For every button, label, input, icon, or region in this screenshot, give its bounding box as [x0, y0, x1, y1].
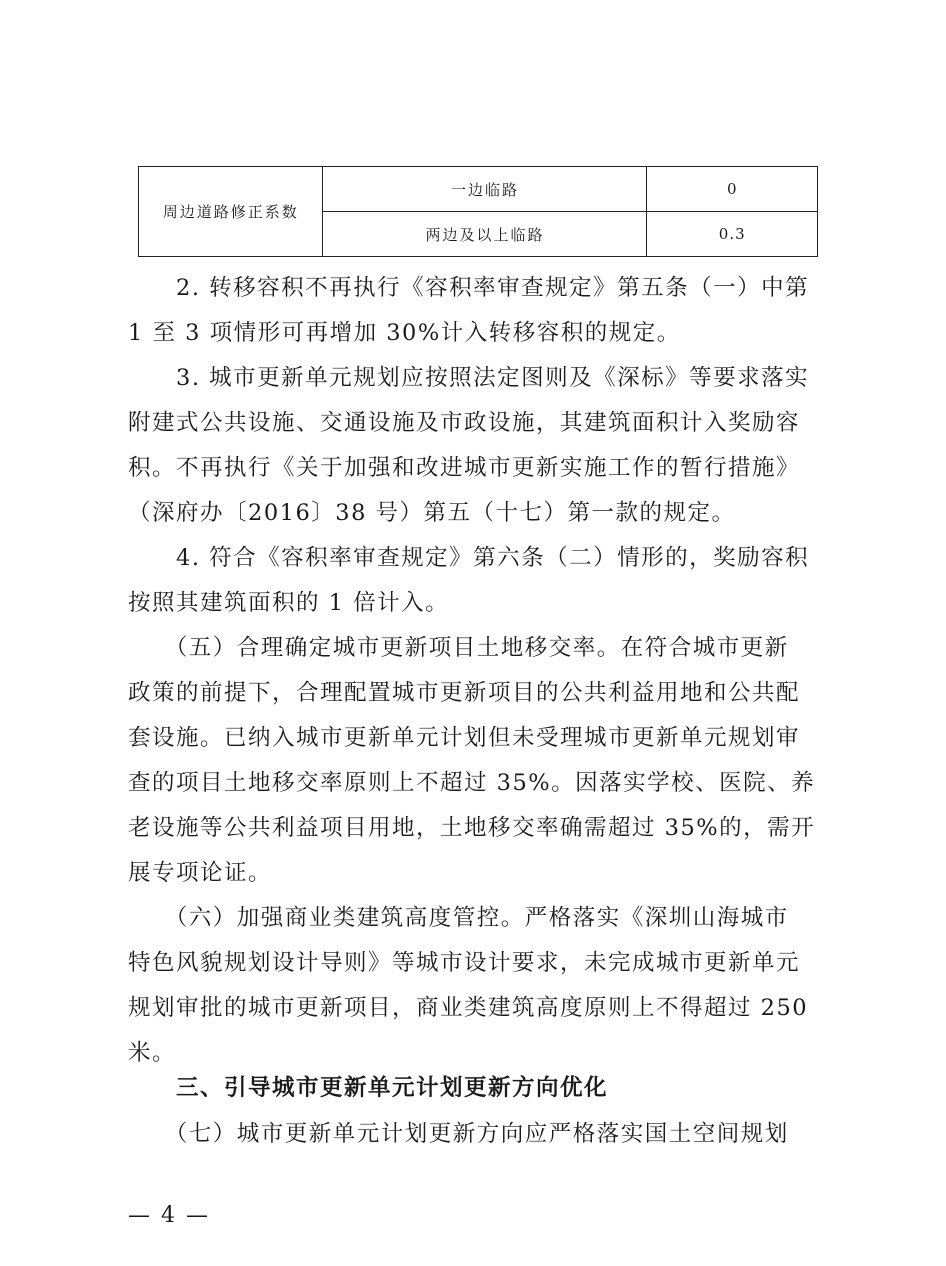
- paragraph-line: 套设施。已纳入城市更新单元计划但未受理城市更新单元规划审: [128, 725, 801, 751]
- paragraph-line: 附建式公共设施、交通设施及市政设施，其建筑面积计入奖励容: [128, 410, 801, 436]
- paragraph-line: 按照其建筑面积的 1 倍计入。: [128, 590, 450, 616]
- paragraph-line: 米。: [128, 1040, 177, 1066]
- paragraph-line: （五）合理确定城市更新项目土地移交率。在符合城市更新: [128, 635, 789, 661]
- paragraph-7: [128, 1112, 828, 1157]
- paragraph-line: 展专项论证。: [128, 860, 273, 886]
- paragraph-line: 3. 城市更新单元规划应按照法定图则及《深标》等要求落实: [128, 365, 810, 391]
- road-coefficient-table: [138, 166, 818, 257]
- paragraph-line: 2. 转移容积不再执行《容积率审查规定》第五条（一）中第: [128, 275, 810, 301]
- condition-cell: 一边临路: [323, 167, 647, 212]
- value-cell: 0.3: [647, 212, 818, 257]
- paragraph-2: [128, 266, 828, 356]
- paragraph-line: （六）加强商业类建筑高度管控。严格落实《深圳山海城市: [128, 905, 789, 931]
- paragraph-line: （深府办〔2016〕38 号）第五（十七）第一款的规定。: [128, 500, 736, 526]
- paragraph-line: 查的项目土地移交率原则上不超过 35%。因落实学校、医院、养: [128, 770, 816, 796]
- paragraph-line: 1 至 3 项情形可再增加 30%计入转移容积的规定。: [128, 320, 681, 346]
- row-label-cell: 周边道路修正系数: [139, 167, 323, 257]
- paragraph-line: 特色风貌规划设计导则》等城市设计要求，未完成城市更新单元: [128, 950, 801, 976]
- table-row: [139, 167, 818, 212]
- paragraph-line: 政策的前提下，合理配置城市更新项目的公共利益用地和公共配: [128, 680, 801, 706]
- section-heading: 三、引导城市更新单元计划更新方向优化: [128, 1075, 609, 1101]
- condition-cell: 两边及以上临路: [323, 212, 647, 257]
- paragraph-line: 规划审批的城市更新项目，商业类建筑高度原则上不得超过 250: [128, 995, 809, 1021]
- paragraph-line: （七）城市更新单元计划更新方向应严格落实国土空间规划: [128, 1121, 789, 1147]
- paragraph-5: [128, 626, 828, 896]
- paragraph-6: [128, 896, 828, 1076]
- paragraph-line: 老设施等公共利益项目用地，土地移交率确需超过 35%的，需开: [128, 815, 816, 841]
- value-cell: 0: [647, 167, 818, 212]
- paragraph-4: [128, 536, 828, 626]
- page-number: — 4 —: [128, 1203, 210, 1228]
- paragraph-line: 积。不再执行《关于加强和改进城市更新实施工作的暂行措施》: [128, 455, 801, 481]
- paragraph-3: [128, 356, 828, 536]
- paragraph-line: 4. 符合《容积率审查规定》第六条（二）情形的，奖励容积: [128, 545, 810, 571]
